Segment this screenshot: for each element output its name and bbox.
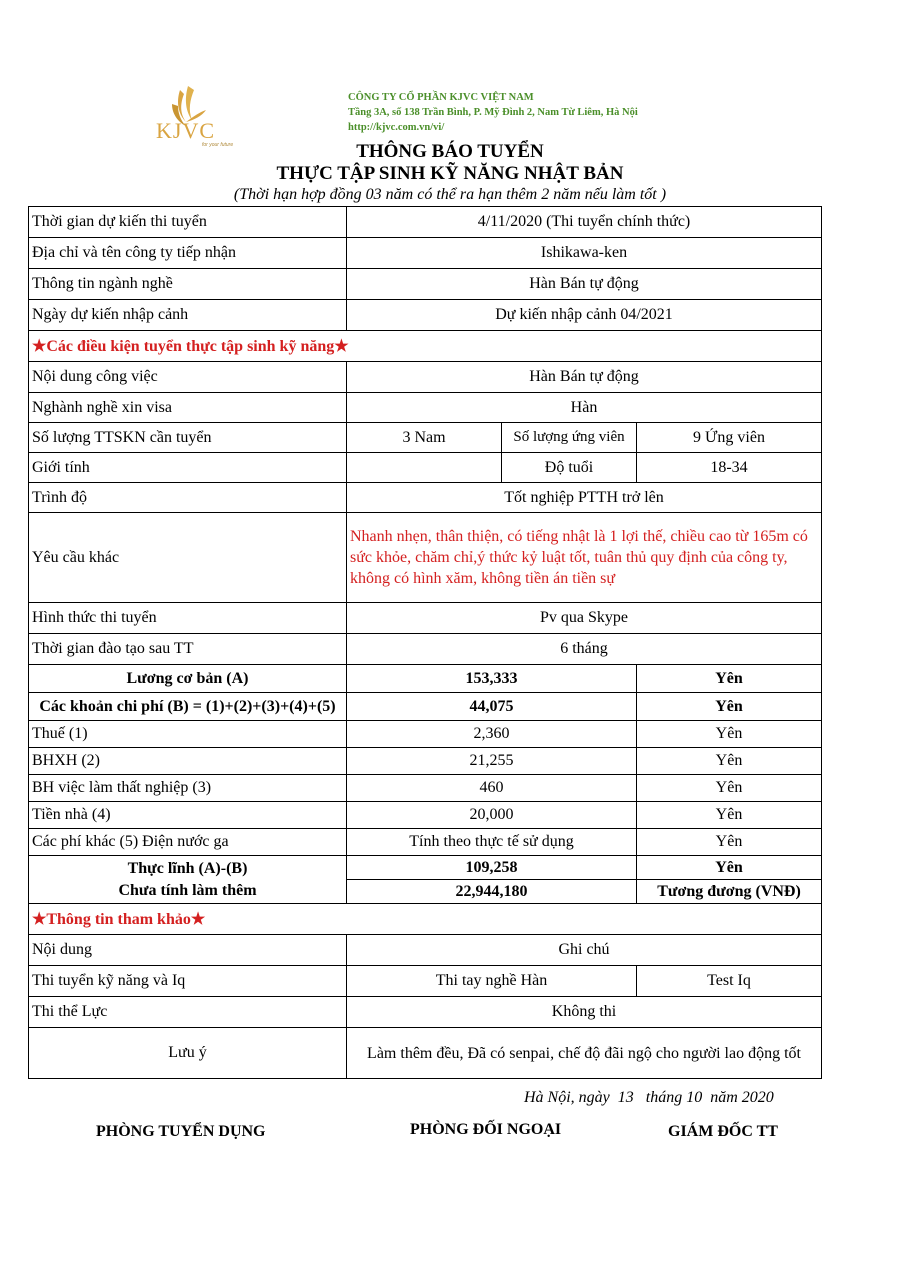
row-value: 21,255 xyxy=(347,748,637,775)
table-row xyxy=(29,997,822,1028)
section-header-row xyxy=(29,904,822,935)
section-header-row xyxy=(29,331,822,362)
table-row xyxy=(29,775,822,802)
row-unit: Yên xyxy=(637,693,822,721)
signing-date: Hà Nội, ngày 13 tháng 10 năm 2020 xyxy=(524,1089,774,1106)
row-value: 20,000 xyxy=(347,802,637,829)
table-row xyxy=(29,1028,822,1079)
row-label: Nghành nghề xin visa xyxy=(29,393,347,423)
row-value: 460 xyxy=(347,775,637,802)
row-label: Trình độ xyxy=(29,483,347,513)
table-row xyxy=(29,935,822,966)
row-unit: Yên xyxy=(637,721,822,748)
logo-text: KJVC xyxy=(156,118,216,143)
logo-tagline: for your future xyxy=(202,142,234,148)
table-row xyxy=(29,513,822,603)
table-row xyxy=(29,802,822,829)
table-row xyxy=(29,748,822,775)
title-main: THÔNG BÁO TUYỂN xyxy=(356,141,544,162)
title-sub: THỰC TẬP SINH KỸ NĂNG NHẬT BẢN xyxy=(276,163,624,184)
row-value: 2,360 xyxy=(347,721,637,748)
row-label: BH việc làm thất nghiệp (3) xyxy=(29,775,347,802)
table-row xyxy=(29,362,822,393)
row-value-secondary: Test Iq xyxy=(637,966,822,997)
row-value: Thi tay nghề Hàn xyxy=(347,966,637,997)
row-value: 6 tháng xyxy=(347,634,822,665)
row-unit: Yên xyxy=(637,829,822,856)
row-unit: Yên xyxy=(637,748,822,775)
signature-foreign-affairs: PHÒNG ĐỐI NGOẠI xyxy=(410,1121,562,1138)
table-row xyxy=(29,856,822,880)
net-unit-yen: Yên xyxy=(637,856,822,880)
company-website[interactable]: http://kjvc.com.vn/vi/ xyxy=(348,122,445,133)
company-name: CÔNG TY CỔ PHẦN KJVC VIỆT NAM xyxy=(348,92,534,103)
row-value: Tốt nghiệp PTTH trở lên xyxy=(347,483,822,513)
row-label: Giới tính xyxy=(29,453,347,483)
row-value xyxy=(347,453,502,483)
row-label: Thông tin ngành nghề xyxy=(29,269,347,300)
row-value: 4/11/2020 (Thi tuyển chính thức) xyxy=(347,207,822,238)
company-info xyxy=(348,90,638,135)
row-label: Thời gian đào tạo sau TT xyxy=(29,634,347,665)
row-value-secondary: 18-34 xyxy=(637,453,822,483)
row-label: Nội dung xyxy=(29,935,347,966)
table-row xyxy=(29,721,822,748)
table-row xyxy=(29,665,822,693)
row-label: Nội dung công việc xyxy=(29,362,347,393)
net-value-vnd: 22,944,180 xyxy=(347,880,637,904)
section-reference-title: ★Thông tin tham khảo★ xyxy=(29,904,822,935)
signature-recruitment: PHÒNG TUYỂN DỤNG xyxy=(96,1123,266,1140)
signature-director: GIÁM ĐỐC TT xyxy=(668,1123,778,1140)
net-label-line1: Thực lĩnh (A)-(B) xyxy=(127,859,248,877)
row-unit: Yên xyxy=(637,665,822,693)
row-label: Yêu cầu khác xyxy=(29,513,347,603)
row-value: Hàn Bán tự động xyxy=(347,269,822,300)
table-row xyxy=(29,483,822,513)
net-value-yen: 109,258 xyxy=(347,856,637,880)
row-value: Tính theo thực tế sử dụng xyxy=(347,829,637,856)
row-label: Tiền nhà (4) xyxy=(29,802,347,829)
table-row xyxy=(29,634,822,665)
table-row xyxy=(29,300,822,331)
table-row xyxy=(29,693,822,721)
table-row xyxy=(29,829,822,856)
table-row xyxy=(29,453,822,483)
row-value: Hàn xyxy=(347,393,822,423)
row-value: 44,075 xyxy=(347,693,637,721)
table-row xyxy=(29,966,822,997)
row-label: Lương cơ bản (A) xyxy=(29,665,347,693)
row-value: Ghi chú xyxy=(347,935,822,966)
row-value: Dự kiến nhập cảnh 04/2021 xyxy=(347,300,822,331)
row-value: Làm thêm đều, Đã có senpai, chế độ đãi ngộ cho người lao động tốt xyxy=(347,1028,822,1079)
row-label: Thuế (1) xyxy=(29,721,347,748)
row-label: Thời gian dự kiến thi tuyển xyxy=(29,207,347,238)
row-label: Lưu ý xyxy=(29,1028,347,1079)
row-label: Ngày dự kiến nhập cảnh xyxy=(29,300,347,331)
row-value: Không thi xyxy=(347,997,822,1028)
table-row xyxy=(29,393,822,423)
row-value: Hàn Bán tự động xyxy=(347,362,822,393)
contract-note: (Thời hạn hợp đồng 03 năm có thể ra hạn thêm 2 năm nếu làm tốt ) xyxy=(233,186,667,203)
row-label: Thi thể Lực xyxy=(29,997,347,1028)
net-unit-vnd: Tương đương (VNĐ) xyxy=(637,880,822,904)
row-label: Địa chỉ và tên công ty tiếp nhận xyxy=(29,238,347,269)
recruitment-table xyxy=(28,206,822,1079)
company-address: Tầng 3A, số 138 Trần Bình, P. Mỹ Đình 2, Nam Từ Liêm, Hà Nội xyxy=(348,107,638,118)
row-label-secondary: Độ tuổi xyxy=(502,453,637,483)
net-label-line2: Chưa tính làm thêm xyxy=(118,881,257,899)
table-row xyxy=(29,238,822,269)
row-label: Thi tuyển kỹ năng và Iq xyxy=(29,966,347,997)
row-label: BHXH (2) xyxy=(29,748,347,775)
row-unit: Yên xyxy=(637,802,822,829)
table-row xyxy=(29,423,822,453)
row-value: 3 Nam xyxy=(347,423,502,453)
table-row xyxy=(29,207,822,238)
row-value: 153,333 xyxy=(347,665,637,693)
table-row xyxy=(29,269,822,300)
row-label: Hình thức thi tuyển xyxy=(29,603,347,634)
row-label: Các khoản chi phí (B) = (1)+(2)+(3)+(4)+(5) xyxy=(29,693,347,721)
row-value-secondary: 9 Ứng viên xyxy=(637,423,822,453)
row-value-requirements: Nhanh nhẹn, thân thiện, có tiếng nhật là 1 lợi thế, chiều cao từ 165m có sức khỏe, chăm chỉ,ý thức kỷ luật tốt, tuân thủ quy định của công ty, không có hình xăm, không tiền án tiền sự xyxy=(347,513,822,603)
section-conditions-title: ★Các điều kiện tuyển thực tập sinh kỹ năng★ xyxy=(29,331,822,362)
row-label: Các phí khác (5) Điện nước ga xyxy=(29,829,347,856)
row-value: Ishikawa-ken xyxy=(347,238,822,269)
table-row xyxy=(29,603,822,634)
net-salary-label xyxy=(29,856,347,904)
row-unit: Yên xyxy=(637,775,822,802)
row-label-secondary: Số lượng ứng viên xyxy=(502,423,637,453)
row-value: Pv qua Skype xyxy=(347,603,822,634)
row-label: Số lượng TTSKN cần tuyển xyxy=(29,423,347,453)
